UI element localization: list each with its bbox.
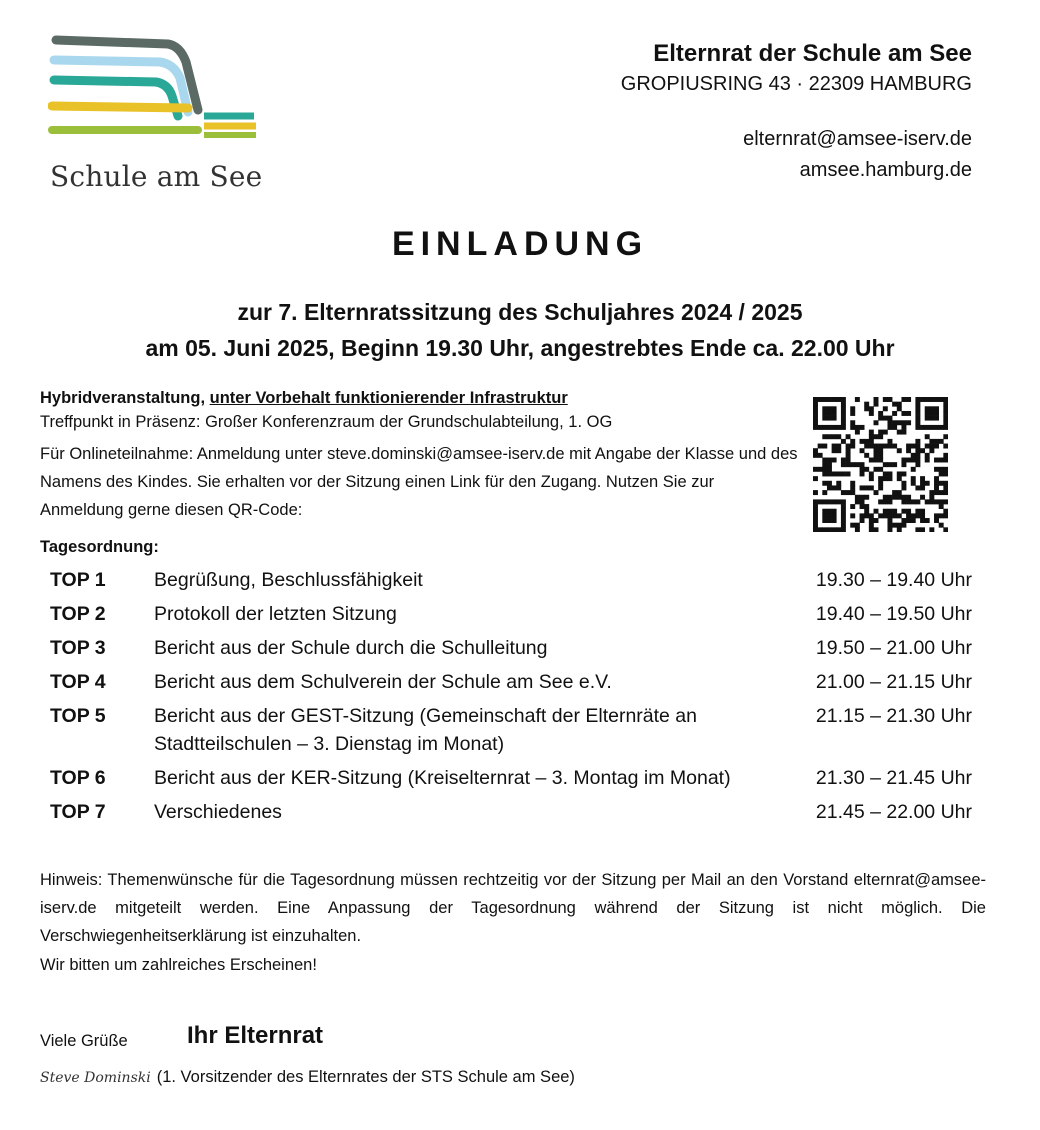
agenda-time: 19.40 – 19.50 Uhr xyxy=(815,603,972,625)
agenda-row xyxy=(50,764,980,792)
agenda-row xyxy=(50,702,980,758)
agenda-time: 19.30 – 19.40 Uhr xyxy=(815,569,972,591)
agenda-row xyxy=(50,668,980,696)
agenda-time: 21.30 – 21.45 Uhr xyxy=(815,767,972,789)
agenda-topic: Begrüßung, Beschlussfähigkeit xyxy=(154,569,423,591)
meeting-info xyxy=(40,386,800,524)
subtitle-meeting: zur 7. Elternratssitzung des Schuljahres 2024 / 2025 xyxy=(237,299,803,325)
agenda-topic: Protokoll der letzten Sitzung xyxy=(154,603,397,625)
qr-code xyxy=(813,397,948,532)
agenda-title: Tagesordnung: xyxy=(40,538,159,556)
council-name: Ihr Elternrat xyxy=(187,1022,324,1049)
logo-text: Schule am See xyxy=(50,160,263,193)
agenda-topic: Bericht aus dem Schulverein der Schule am See e.V. xyxy=(154,671,612,693)
contact-website: amsee.hamburg.de xyxy=(799,159,972,181)
handwritten-signature: Steve Dominski xyxy=(40,1070,151,1086)
agenda-time: 19.50 – 21.00 Uhr xyxy=(815,637,972,659)
agenda-top: TOP 7 xyxy=(50,801,106,823)
contact-email: elternrat@amsee-iserv.de xyxy=(743,128,972,150)
online-info: Für Onlineteilnahme: Anmeldung unter steve.dominski@amsee-iserv.de mit Angabe der Klasse und des Namens des Kindes. Sie erhalten vor der Sitzung einen Link für den Zugang. Nutzen Sie zur Anmeldung gerne diesen QR-Code: xyxy=(40,445,798,519)
agenda-top: TOP 2 xyxy=(50,603,106,625)
logo-stripes-graphic xyxy=(48,32,263,157)
agenda-list xyxy=(50,566,980,832)
presence-info: Treffpunkt in Präsenz: Großer Konferenzraum der Grundschulabteilung, 1. OG xyxy=(40,413,613,431)
agenda-top: TOP 5 xyxy=(50,705,106,727)
letterhead xyxy=(621,38,972,186)
document-title: EINLADUNG xyxy=(391,225,649,263)
agenda-topic: Bericht aus der KER-Sitzung (Kreiselternrat – 3. Montag im Monat) xyxy=(154,767,731,789)
org-name: Elternrat der Schule am See xyxy=(653,40,972,67)
agenda-row xyxy=(50,566,980,594)
agenda-top: TOP 4 xyxy=(50,671,106,693)
agenda-row xyxy=(50,798,980,826)
signature-line xyxy=(40,1068,575,1087)
document-subtitle xyxy=(0,294,1040,366)
agenda-time: 21.00 – 21.15 Uhr xyxy=(815,671,972,693)
subtitle-date: am 05. Juni 2025, Beginn 19.30 Uhr, angestrebtes Ende ca. 22.00 Uhr xyxy=(145,335,895,361)
agenda-time: 21.15 – 21.30 Uhr xyxy=(815,705,972,727)
hybrid-note: unter Vorbehalt funktionierender Infrastruktur xyxy=(209,389,568,407)
hint-text: Hinweis: Themenwünsche für die Tagesordnung müssen rechtzeitig vor der Sitzung per Mail an den Vorstand elternrat@amsee-iserv.de mitgeteilt werden. Eine Anpassung der Tagesordnung während der Sitzung ist nicht möglich. Die Verschwiegenheitserklärung ist einzuhalten. xyxy=(40,871,986,945)
agenda-topic: Bericht aus der GEST-Sitzung (Gemeinschaft der Elternräte an Stadtteilschulen – 3. Dienstag im Monat) xyxy=(154,705,698,755)
agenda-topic: Bericht aus der Schule durch die Schulleitung xyxy=(154,637,548,659)
signature-role: (1. Vorsitzender des Elternrates der STS Schule am See) xyxy=(156,1068,575,1086)
agenda-row xyxy=(50,634,980,662)
closing-text: Wir bitten um zahlreiches Erscheinen! xyxy=(40,956,317,974)
hybrid-label: Hybridveranstaltung, xyxy=(40,389,206,407)
agenda-top: TOP 6 xyxy=(50,767,106,789)
greeting: Viele Grüße xyxy=(40,1032,128,1050)
qr-code-graphic xyxy=(813,397,948,532)
agenda-row xyxy=(50,600,980,628)
agenda-topic: Verschiedenes xyxy=(154,801,282,823)
org-address: GROPIUSRING 43 · 22309 HAMBURG xyxy=(620,73,972,95)
contact-block xyxy=(621,124,972,186)
agenda-top: TOP 3 xyxy=(50,637,106,659)
agenda-top: TOP 1 xyxy=(50,569,106,591)
hybrid-line xyxy=(40,386,800,410)
school-logo xyxy=(48,32,263,197)
agenda-time: 21.45 – 22.00 Uhr xyxy=(815,801,972,823)
